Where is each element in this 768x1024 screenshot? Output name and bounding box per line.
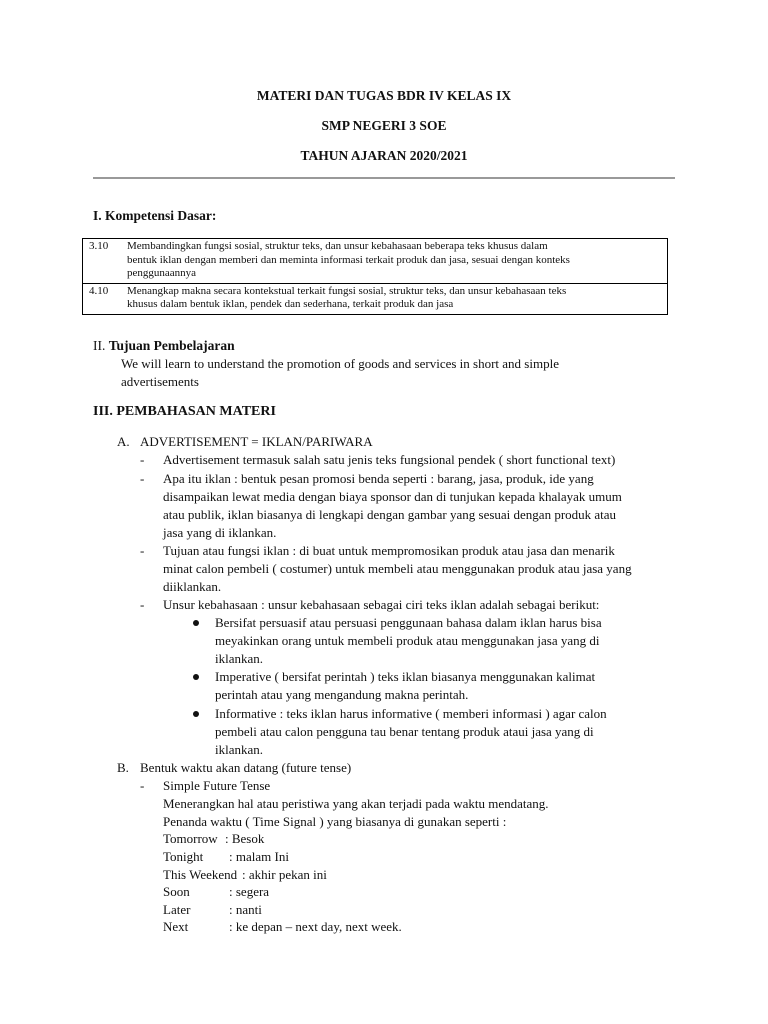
signal-term: Later: [163, 902, 191, 917]
kd-text-line: penggunaannya: [127, 267, 197, 279]
signal-meaning: : akhir pekan ini: [242, 867, 327, 882]
academic-year: TAHUN AJARAN 2020/2021: [300, 148, 468, 163]
dash-marker: -: [140, 471, 145, 486]
section-a-title: ADVERTISEMENT = IKLAN/PARIWARA: [140, 434, 373, 449]
list-item: disampaikan lewat media dengan biaya sponsor dan di tunjukan kepada khalayak umum: [163, 489, 622, 504]
bullet-item: pembeli atau calon pengguna tau benar tentang produk ataui jasa yang di: [215, 724, 594, 739]
kd-code: 3.10: [89, 240, 109, 252]
signal-meaning: : ke depan – next day, next week.: [229, 919, 402, 934]
header-divider: [93, 177, 675, 179]
signal-term: This Weekend: [163, 867, 238, 882]
list-item: diiklankan.: [163, 579, 222, 594]
list-item: Apa itu iklan : bentuk pesan promosi benda seperti : barang, jasa, produk, ide yang: [163, 471, 594, 486]
kd-text-line: bentuk iklan dengan memberi dan meminta informasi terkait produk dan jasa, sesuai dengan konteks: [127, 253, 570, 266]
kd-text-line: Membandingkan fungsi sosial, struktur teks, dan unsur kebahasaan beberapa teks khusus dalam: [127, 240, 548, 252]
section-a-letter: A.: [117, 434, 130, 449]
signal-meaning: : Besok: [225, 831, 265, 846]
tujuan-heading: [93, 337, 235, 355]
signal-term: Next: [163, 919, 189, 934]
dash-marker: -: [140, 597, 145, 612]
section-b-title: Bentuk waktu akan datang (future tense): [140, 760, 352, 775]
tujuan-text: We will learn to understand the promotion of goods and services in short and simple: [121, 356, 559, 371]
list-item: atau publik, iklan biasanya di lengkapi dengan gambar yang sesuai dengan produk atau: [163, 507, 617, 522]
list-item: minat calon pembeli ( costumer) untuk membeli atau menggunakan produk atau jasa yang: [163, 561, 632, 576]
table-row: [83, 283, 668, 314]
bullet-icon: [193, 620, 199, 626]
kompetensi-heading: I. Kompetensi Dasar:: [93, 208, 217, 223]
dash-marker: -: [140, 452, 145, 467]
bullet-item: iklankan.: [215, 651, 264, 666]
kd-code: 4.10: [89, 284, 109, 297]
kd-text-line: khusus dalam bentuk iklan, pendek dan sederhana, terkait produk dan jasa: [127, 298, 454, 310]
list-item: jasa yang di iklankan.: [163, 525, 277, 540]
bullet-item: Imperative ( bersifat perintah ) teks iklan biasanya menggunakan kalimat: [215, 669, 596, 684]
body-text: Penanda waktu ( Time Signal ) yang biasanya di gunakan seperti :: [163, 814, 507, 829]
dash-marker: -: [140, 778, 145, 793]
body-text: Menerangkan hal atau peristiwa yang akan terjadi pada waktu mendatang.: [163, 796, 549, 811]
table-row: [83, 239, 668, 284]
bullet-item: Bersifat persuasif atau persuasi penggunaan bahasa dalam iklan harus bisa: [215, 615, 602, 630]
tujuan-title: Tujuan Pembelajaran: [108, 338, 235, 353]
signal-meaning: : nanti: [229, 902, 262, 917]
bullet-item: Informative : teks iklan harus informative ( memberi informasi ) agar calon: [215, 706, 607, 721]
bullet-item: meyakinkan orang untuk membeli produk atau menggunakan jasa yang di: [215, 633, 600, 648]
signal-term: Tomorrow: [163, 831, 218, 846]
bullet-icon: [193, 674, 199, 680]
tujuan-text: advertisements: [121, 374, 199, 389]
doc-title: MATERI DAN TUGAS BDR IV KELAS IX: [256, 88, 512, 103]
list-item: Tujuan atau fungsi iklan : di buat untuk mempromosikan produk atau jasa dan menarik: [163, 543, 615, 558]
section-b-letter: B.: [117, 760, 129, 775]
tujuan-number: II.: [93, 338, 106, 353]
pembahasan-heading: III. PEMBAHASAN MATERI: [93, 404, 276, 419]
bullet-item: iklankan.: [215, 742, 264, 757]
signal-term: Tonight: [163, 849, 204, 864]
bullet-item: perintah atau yang mengandung makna perintah.: [215, 687, 469, 702]
kompetensi-table: [82, 238, 668, 315]
list-item: Advertisement termasuk salah satu jenis teks fungsional pendek ( short functional text): [163, 452, 616, 467]
kd-text-line: Menangkap makna secara kontekstual terkait fungsi sosial, struktur teks, dan unsur kebahasaan teks: [127, 284, 567, 297]
subsection-title: Simple Future Tense: [163, 778, 271, 793]
school-name: SMP NEGERI 3 SOE: [321, 118, 447, 133]
signal-meaning: : segera: [229, 884, 270, 899]
list-item: Unsur kebahasaan : unsur kebahasaan sebagai ciri teks iklan adalah sebagai berikut:: [163, 597, 600, 612]
signal-term: Soon: [163, 884, 190, 899]
bullet-icon: [193, 711, 199, 717]
dash-marker: -: [140, 543, 145, 558]
signal-meaning: : malam Ini: [229, 849, 289, 864]
